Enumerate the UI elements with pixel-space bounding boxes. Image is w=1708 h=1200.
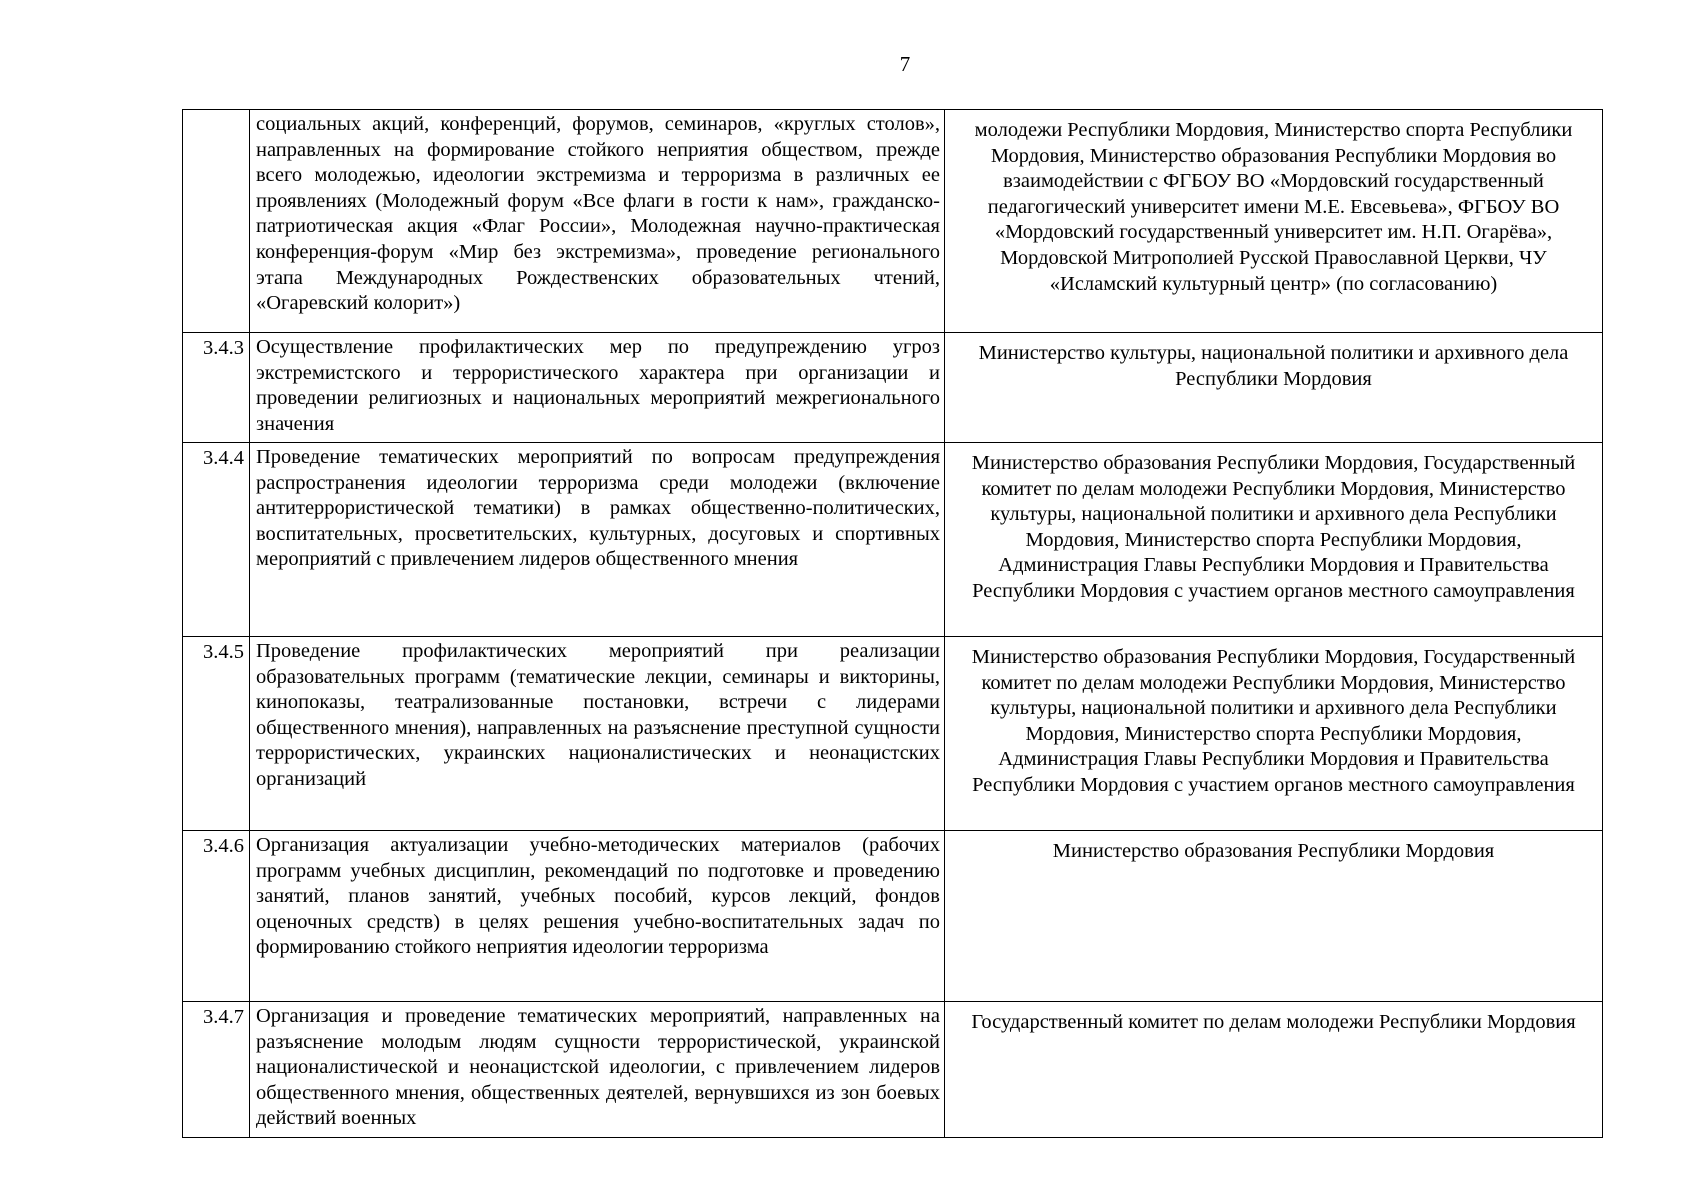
responsible-executors: Министерство образования Республики Мордовия, Государственный комитет по делам молодежи Республики Мордовия, Министерство культуры, национальной политики и архивного дела Республики Мордовия, Министерство спорта Республики Мордовия, Администрация Главы Республики Мордовия и Правительства Республики Мордовия с участием органов местного самоуправления <box>971 646 1576 796</box>
responsible-executors: Государственный комитет по делам молодежи Республики Мордовия <box>971 1011 1576 1033</box>
measure-description: Проведение тематических мероприятий по вопросам предупреждения распространения идеологии терроризма среди молодежи (включение антитеррористической тематики) в рамках общественно-политических, воспитательных, просветительских, культурных, досуговых и спортивных мероприятий с привлечением лидеров общественного мнения <box>256 446 940 571</box>
measure-description: Организация актуализации учебно-методических материалов (рабочих программ учебных дисциплин, рекомендаций по подготовке и проведению занятий, планов занятий, учебных пособий, курсов лекций, фондов оценочных средств) в целях решения учебно-воспитательных задач по формированию стойкого неприятия идеологии терроризма <box>256 834 940 959</box>
measure-description: социальных акций, конференций, форумов, семинаров, «круглых столов», направленных на формирование стойкого неприятия обществом, прежде всего молодежью, идеологии экстремизма и терроризма в различных ее проявлениях (Молодежный форум «Все флаги в гости к нам», гражданско-патриотическая акция «Флаг России», Молодежная научно-практическая конференция-форум «Мир без экстремизма», проведение регионального этапа Международных Рождественских образовательных чтений, «Огаревский колорит») <box>256 113 940 315</box>
measure-description: Организация и проведение тематических мероприятий, направленных на разъяснение молодым людям сущности террористической, украинской националистической и неонацистской идеологии, с привлечением лидеров общественного мнения, общественных деятелей, вернувшихся из зон боевых действий военных <box>256 1005 940 1130</box>
responsible-executors: молодежи Республики Мордовия, Министерство спорта Республики Мордовия, Министерство образования Республики Мордовия во взаимодействии с ФГБОУ ВО «Мордовский государственный педагогический университет имени М.Е. Евсевьева», ФГБОУ ВО «Мордовский государственный университет им. Н.П. Огарёва», Мордовской Митрополией Русской Православной Церкви, ЧУ «Исламский культурный центр» (по согласованию) <box>974 119 1573 295</box>
table-row <box>183 443 1603 637</box>
measure-description: Осуществление профилактических мер по предупреждению угроз экстремистского и террористического характера при организации и проведении религиозных и национальных мероприятий межрегионального значения <box>256 336 940 435</box>
item-number: 3.4.3 <box>183 333 250 443</box>
item-number: 3.4.6 <box>183 831 250 1002</box>
item-number: 3.4.4 <box>183 443 250 637</box>
responsible-executors: Министерство образования Республики Мордовия, Государственный комитет по делам молодежи Республики Мордовия, Министерство культуры, национальной политики и архивного дела Республики Мордовия, Министерство спорта Республики Мордовия, Администрация Главы Республики Мордовия и Правительства Республики Мордовия с участием органов местного самоуправления <box>971 452 1576 602</box>
item-number: 3.4.5 <box>183 637 250 831</box>
item-number: 3.4.7 <box>183 1002 250 1138</box>
measure-description: Проведение профилактических мероприятий при реализации образовательных программ (тематические лекции, семинары и викторины, кинопоказы, театрализованные постановки, встречи с лидерами общественного мнения), направленных на разъяснение преступной сущности террористических, украинских националистических и неонацистских организаций <box>256 640 940 790</box>
table-row <box>183 1002 1603 1138</box>
measures-table <box>182 109 1603 1138</box>
table-row <box>183 637 1603 831</box>
item-number <box>183 110 250 333</box>
responsible-executors: Министерство образования Республики Мордовия <box>1052 840 1495 862</box>
responsible-executors: Министерство культуры, национальной политики и архивного дела Республики Мордовия <box>978 342 1569 390</box>
page-number: 7 <box>899 52 911 76</box>
table-row <box>183 831 1603 1002</box>
table-row <box>183 333 1603 443</box>
table-row <box>183 110 1603 333</box>
